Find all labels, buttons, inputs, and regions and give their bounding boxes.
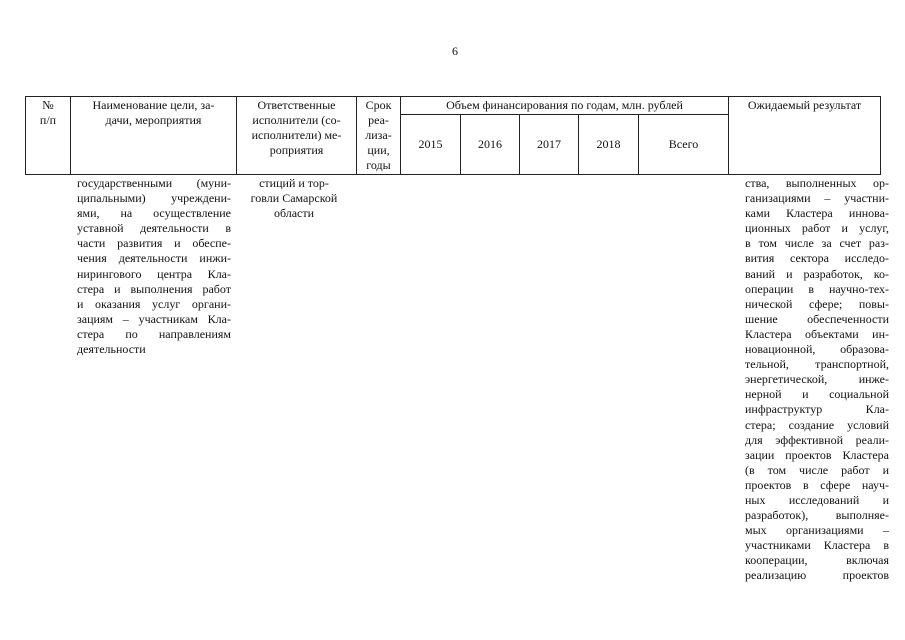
header-number-line: п/п — [39, 113, 57, 127]
header-term-line: годы — [366, 158, 391, 172]
header-year: 2016 — [461, 115, 520, 175]
result-line: реализацию проектов — [745, 568, 889, 583]
header-executors-line: роприятия — [269, 143, 324, 157]
name-line: и оказания услуг органи- — [77, 296, 231, 311]
header-executors-line: исполнители (со- — [252, 113, 341, 127]
result-line: кооперации, включая — [745, 553, 889, 568]
header-term-line: ции, — [367, 143, 390, 157]
result-line: ками Кластера иннова- — [745, 206, 889, 221]
result-column-text — [745, 176, 889, 584]
result-line: нерной и социальной — [745, 387, 889, 402]
name-line: нирингового центра Кла- — [77, 266, 231, 281]
header-term — [357, 97, 401, 175]
result-line: стера; создание условий — [745, 417, 889, 432]
header-executors-line: исполнители) ме- — [251, 128, 342, 142]
result-line: ваний и разработок, ко- — [745, 266, 889, 281]
table-header — [25, 96, 881, 175]
header-executors-line: Ответственные — [257, 98, 336, 112]
result-line: Кластера объектами ин- — [745, 326, 889, 341]
result-line: разработок), выполняе- — [745, 508, 889, 523]
header-term-line: реа- — [368, 113, 389, 127]
result-line: нической сфере; повы- — [745, 296, 889, 311]
result-line: ных исследований и — [745, 492, 889, 507]
result-line: (в том числе работ и — [745, 462, 889, 477]
executors-column-text — [240, 176, 348, 221]
result-line: проектов в сфере науч- — [745, 477, 889, 492]
name-line: ципальными) учреждени- — [77, 191, 231, 206]
name-line: стера по направлениям — [77, 326, 231, 341]
result-line: энергетической, инже- — [745, 372, 889, 387]
name-line: стера и выполнения работ — [77, 281, 231, 296]
result-line: для эффективной реали- — [745, 432, 889, 447]
name-line: чения деятельности инжи- — [77, 251, 231, 266]
result-line: участниками Кластера в — [745, 538, 889, 553]
header-total: Всего — [639, 115, 729, 175]
executor-line: говли Самарской — [250, 191, 338, 206]
name-line: государственными (муни- — [77, 176, 231, 190]
header-year: 2018 — [579, 115, 639, 175]
result-line: шение обеспеченности — [745, 311, 889, 326]
result-line: мых организациями – — [745, 523, 889, 538]
name-line: уставной деятельности в — [77, 221, 231, 236]
result-line: операции в научно-тех- — [745, 281, 889, 296]
header-number-line: № — [42, 98, 54, 112]
name-line: деятельности — [77, 342, 146, 357]
result-line: зации проектов Кластера — [745, 447, 889, 462]
result-line: вития сектора исследо- — [745, 251, 889, 266]
header-executors — [237, 97, 357, 175]
header-year: 2017 — [520, 115, 579, 175]
name-line: части развития и обеспе- — [77, 236, 231, 251]
header-number — [26, 97, 71, 175]
name-line: ями, на осуществление — [77, 206, 231, 221]
header-name-line: Наименование цели, за- — [92, 98, 215, 112]
result-line: ционных работ и услуг, — [745, 221, 889, 236]
executor-line: стиций и тор- — [259, 176, 329, 190]
header-funding-title: Объем финансирования по годам, млн. рублей — [401, 97, 729, 115]
header-term-line: лиза- — [365, 128, 392, 142]
page-number: 6 — [452, 44, 458, 58]
header-result: Ожидаемый результат — [729, 97, 881, 175]
header-name — [71, 97, 237, 175]
name-line: зациям – участникам Кла- — [77, 311, 231, 326]
result-line: ганизациями – участни- — [745, 191, 889, 206]
result-line: тельной, транспортной, — [745, 357, 889, 372]
name-column-text — [77, 176, 231, 357]
header-name-line: дачи, мероприятия — [105, 113, 202, 127]
result-line: ства, выполненных ор- — [745, 176, 889, 190]
header-year: 2015 — [401, 115, 461, 175]
header-term-line: Срок — [365, 98, 392, 112]
result-line: новационной, образова- — [745, 342, 889, 357]
result-line: инфраструктур Кла- — [745, 402, 889, 417]
result-line: в том числе за счет раз- — [745, 236, 889, 251]
executor-line: области — [273, 206, 315, 221]
